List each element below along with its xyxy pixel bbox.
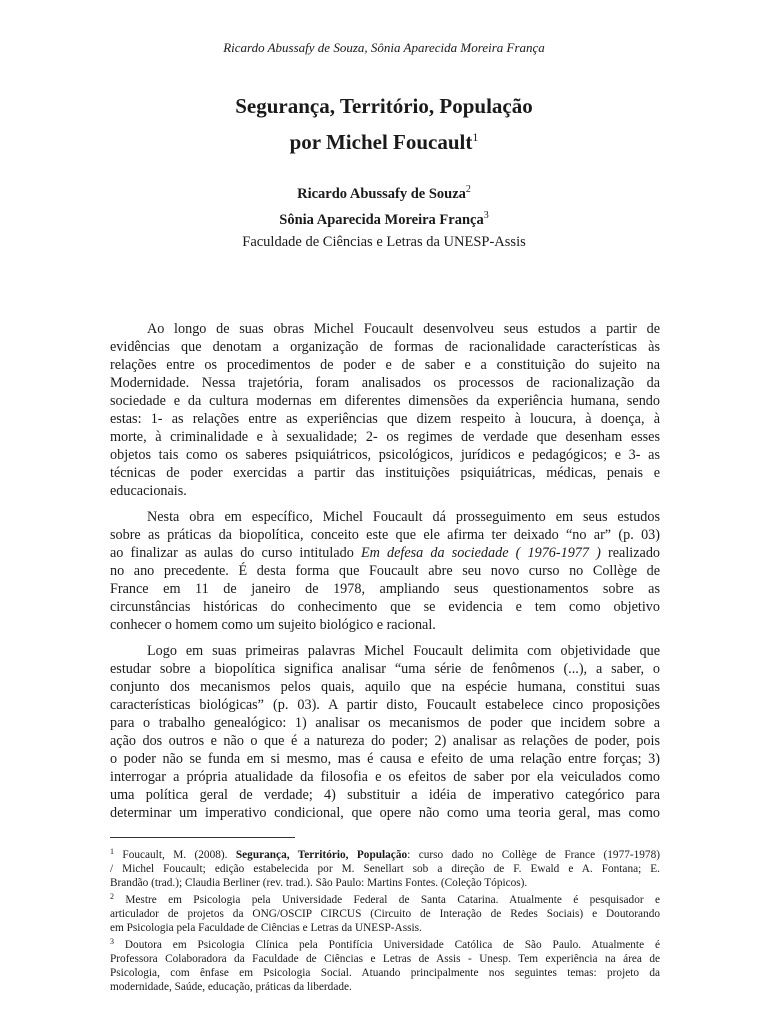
paragraph-line: características biológicas” (p. 03). A partir disto, Foucault estabelece cinco proposições [110, 697, 660, 713]
paragraph-line: uma política geral de verdade; 4) substituir a idéia de imperativo categórico para [110, 787, 660, 803]
paragraph-line: Ao longo de suas obras Michel Foucault desenvolveu seus estudos a partir de [147, 321, 660, 337]
footnote-line: modernidade, Saúde, educação, práticas da liberdade. [110, 981, 352, 993]
footnote-line: Professora Colaboradora da Faculdade de Ciências e Letras de Assis - Unesp. Tem experiência na área de [110, 953, 660, 965]
footnote-marker: 1 [110, 847, 114, 856]
author-block [0, 179, 768, 253]
footnote-line [110, 845, 660, 862]
author-line-2 [0, 205, 768, 231]
paragraph-line: estas: 1- as relações entre as experiências que dizem respeito à loucura, à doença, à [110, 411, 660, 427]
text-run: Mestre em Psicologia pela Universidade Federal de Santa Catarina. Atualmente é pesquisador e [114, 894, 660, 906]
paragraph-line [110, 544, 660, 562]
title-line-1: Segurança, Território, População [235, 94, 533, 118]
text-run: realizado [600, 545, 661, 561]
author-2-footnote-marker: 3 [483, 210, 489, 221]
paragraph-line: Modernidade. Nessa trajetória, foram analisados os processos de racionalização da [110, 375, 660, 391]
author-name-2: Sônia Aparecida Moreira França [279, 212, 484, 228]
paragraph-line: estudar sobre a biopolítica significa analisar “uma série de fenômenos (...), a saber, o [110, 661, 660, 677]
italic-course-title: Em defesa da sociedade ( 1976-1977 ) [360, 545, 601, 561]
paragraph-line: o poder não se funda em si mesmo, mas é causa e efeito de uma relação entre forças; 3) [110, 751, 660, 767]
text-run: : curso dado no Collège de France (1977-1978) [407, 849, 660, 861]
text-run: Doutora em Psicologia Clínica pela Pontifícia Universidade Católica de São Paulo. Atualmente é [114, 939, 660, 951]
footnote-line [110, 890, 660, 907]
footnote-line: articulador de projetos da ONG/OSCIP CIRCUS (Circuito de Interação de Redes Sociais) e Doutorando [110, 908, 660, 920]
paragraph-2 [110, 508, 660, 634]
author-1-footnote-marker: 2 [465, 184, 471, 195]
footnote-divider [110, 837, 295, 838]
paragraph-line: determinar um imperativo condicional, que opere não como uma teoria geral, mas como [110, 805, 660, 821]
bold-book-title: Segurança, Território, População [235, 849, 408, 861]
paragraph-line: sobre as práticas da biopolítica, conceito este que ele afirma ter deixado “no ar” (p. 03) [110, 527, 660, 543]
footnote-3 [110, 935, 660, 994]
text-run: ao finalizar as aulas do curso intitulado [110, 545, 361, 561]
footnote-marker: 2 [110, 892, 114, 901]
footnote-line: Brandão (trad.); Claudia Berliner (rev. trad.). São Paulo: Martins Fontes. (Coleção Tópicos). [110, 877, 528, 889]
paragraph-line: circunstâncias históricas do conhecimento que se evidencia e tem como objetivo [110, 599, 660, 615]
footnotes [110, 837, 660, 994]
author-name-1: Ricardo Abussafy de Souza [297, 186, 466, 202]
title-line-2 [0, 122, 768, 158]
running-header: Ricardo Abussafy de Souza, Sônia Aparecida Moreira França [223, 40, 545, 55]
paragraph-line: sociedade e da cultura modernas em diferentes dimensões da experiência humana, sendo [110, 393, 660, 409]
title-line-2-text: por Michel Foucault [289, 130, 473, 154]
paragraph-line: no ano precedente. É desta forma que Foucault abre seu novo curso no Collège de [110, 563, 660, 579]
author-line-1 [0, 179, 768, 205]
paragraph-line: técnicas de poder exercidas a partir das instituições psiquiátricas, médicas, penais e [110, 465, 660, 481]
paragraph-line: educacionais. [110, 483, 187, 499]
footnote-2 [110, 890, 660, 935]
body-text [110, 320, 660, 830]
footnote-line: / Michel Foucault; edição estabelecida por M. Senellart sob a direção de F. Ewald e A. Fontana; E. [110, 863, 660, 875]
paragraph-line: relações entre os procedimentos de poder e de saber e a constituição do sujeito na [110, 357, 660, 373]
article-title [0, 91, 768, 158]
paragraph-line: para o trabalho genealógico: 1) analisar os mecanismos de poder que incidem sobre a [110, 715, 660, 731]
paragraph-line: objetos tais como os saberes psiquiátricos, psicológicos, jurídicos e pedagógicos; e 3- as [110, 447, 660, 463]
affiliation: Faculdade de Ciências e Letras da UNESP-Assis [242, 234, 526, 250]
paragraph-line: France em 11 de janeiro de 1978, ampliando seus questionamentos sobre as [110, 581, 660, 597]
paragraph-line: interrogar a própria atualidade da filosofia e os efeitos de saber por ela veiculados como [110, 769, 660, 785]
footnote-1 [110, 845, 660, 890]
paragraph-line: morte, à criminalidade e à sexualidade; 2- os regimes de verdade que desenham esses [110, 429, 660, 445]
text-run: Foucault, M. (2008). [114, 849, 236, 861]
title-footnote-marker: 1 [472, 130, 479, 144]
footnote-marker: 3 [110, 937, 114, 946]
paragraph-line: Logo em suas primeiras palavras Michel Foucault delimita com objetividade que [147, 643, 660, 659]
footnote-line: Psicologia, com ênfase em Psicologia Social. Atuando principalmente nos seguintes temas: projeto da [110, 967, 660, 979]
footnote-line [110, 935, 660, 952]
paragraph-line: conjunto dos mecanismos pelos quais, aquilo que na espécie humana, constitui suas [110, 679, 660, 695]
paragraph-line: ação dos outros e não o que é a natureza do poder; 2) analisar as relações de poder, pois [110, 733, 660, 749]
paragraph-line: Nesta obra em específico, Michel Foucault dá prosseguimento em seus estudos [147, 509, 660, 525]
footnote-line: em Psicologia pela Faculdade de Ciências e Letras da UNESP-Assis. [110, 922, 422, 934]
paragraph-3 [110, 642, 660, 822]
paragraph-line: conhecer o homem como um sujeito biológico e racional. [110, 617, 436, 633]
paragraph-1 [110, 320, 660, 500]
paragraph-line: evidências que denotam a organização de formas de racionalidade características às [110, 339, 660, 355]
